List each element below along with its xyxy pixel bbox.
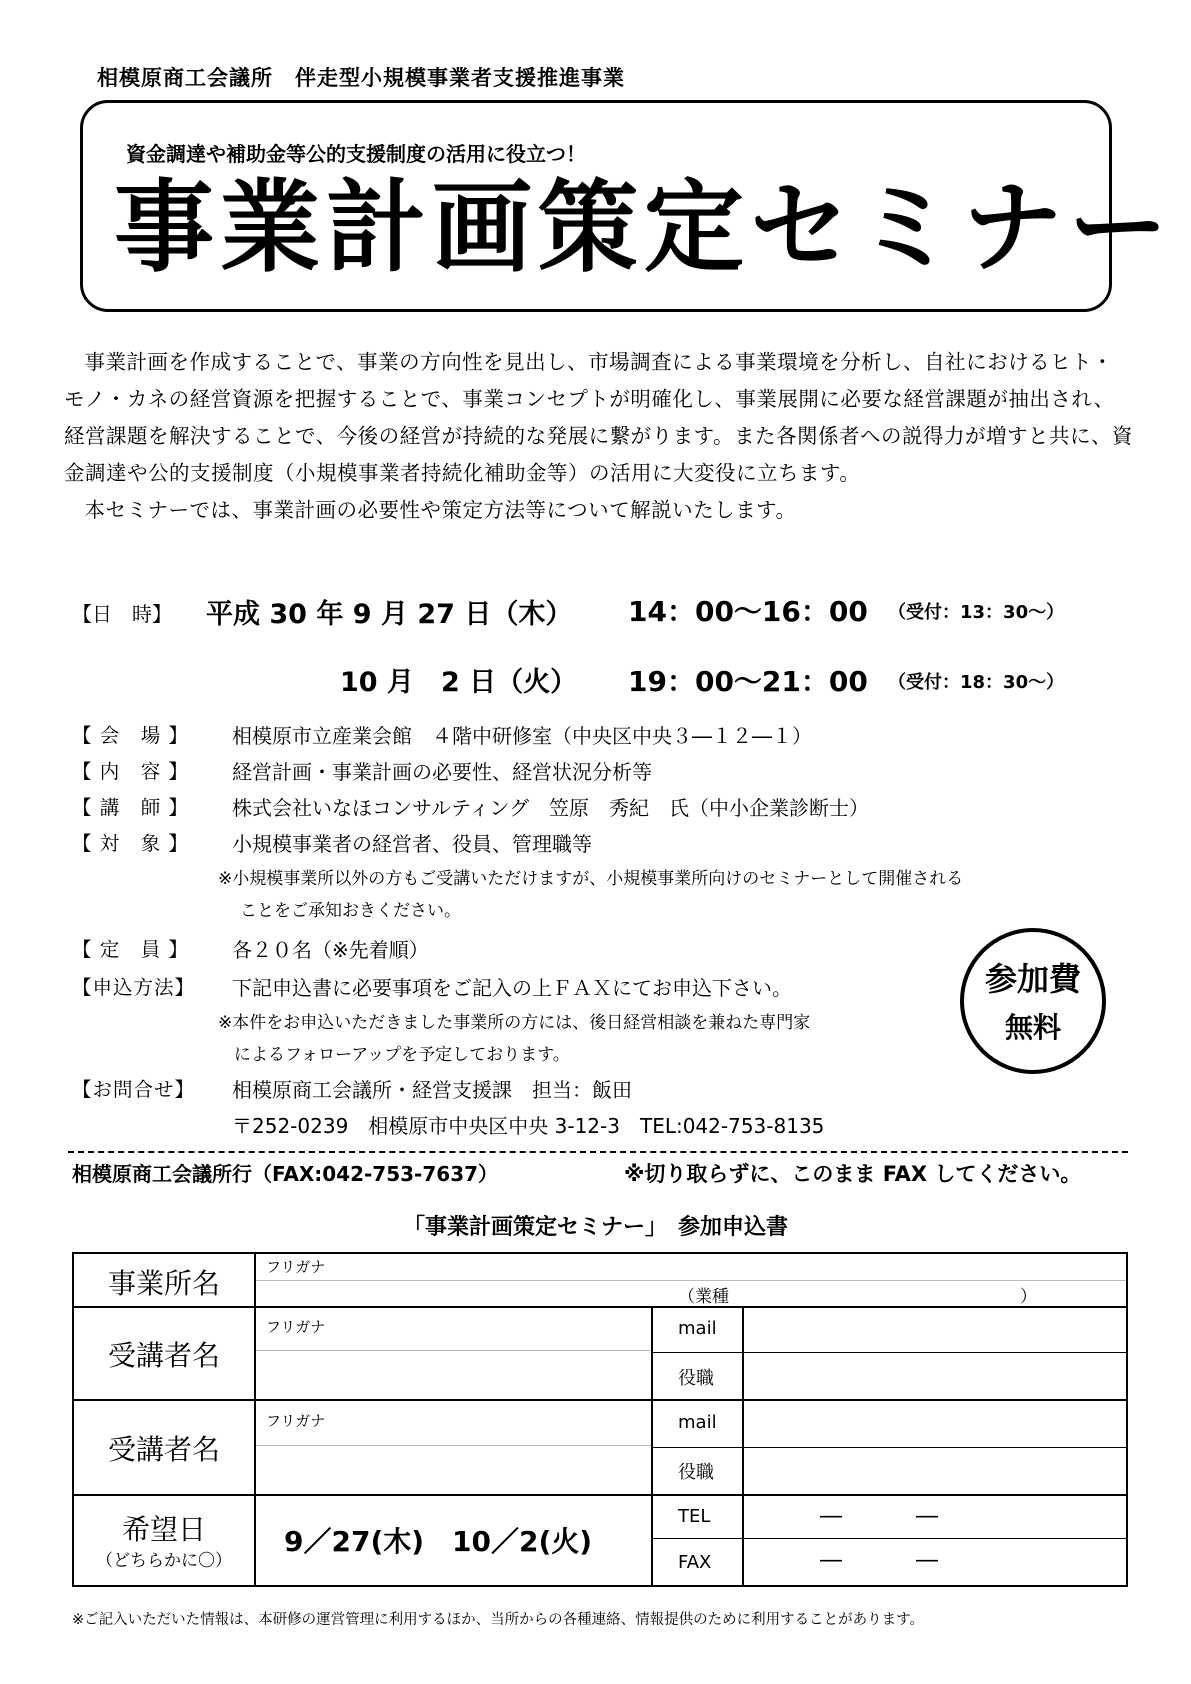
attendee-2-position-label: 役職	[678, 1462, 714, 1483]
target-note-2: ことをご承知おきください。	[240, 901, 461, 921]
contact-label: 【お問合せ】	[72, 1078, 196, 1101]
capacity-value: 各２０名（※先着順）	[232, 938, 429, 962]
attendee-1-mail-label: mail	[678, 1318, 717, 1339]
content-label: 【 内 容 】	[72, 760, 189, 783]
fee-badge	[960, 928, 1106, 1074]
application-form	[72, 1252, 1128, 1587]
intro-text	[64, 344, 1134, 529]
preferred-date-hint: （どちらかに〇）	[96, 1551, 232, 1571]
fee-value: 無料	[1004, 1011, 1061, 1044]
furigana-label-business: フリガナ	[266, 1258, 326, 1276]
subtitle: 資金調達や補助金等公的支援制度の活用に役立つ！	[126, 142, 586, 166]
attendee-2-mail-field[interactable]	[744, 1401, 1126, 1447]
content-value: 経営計画・事業計画の必要性、経営状況分析等	[232, 760, 652, 784]
industry-label: （業種	[678, 1287, 729, 1307]
intro-paragraph-1: 事業計画を作成することで、事業の方向性を見出し、市場調査による事業環境を分析し、自社におけるヒト・モノ・カネの経営資源を把握することで、事業コンセプトが明確化し、事業展開に必要な経営課題が抽出され、経営課題を解決することで、今後の経営が持続的な発展に繋がります。また各関係者への説得力が増すと共に、資金調達や公的支援制度（小規模事業者持続化補助金等）の活用に大変役に立ちます。	[64, 350, 1133, 485]
fax-dash-1: ―	[820, 1548, 842, 1573]
venue-value: 相模原市立産業会館 ４階中研修室（中央区中央３―１２―１）	[232, 724, 812, 748]
attendee-1-label: 受講者名	[107, 1339, 220, 1372]
attendee-2-label: 受講者名	[107, 1433, 220, 1466]
schedule-time-2: 19：00～21：00	[628, 665, 868, 698]
tel-dash-1: ―	[820, 1504, 842, 1529]
fax-dash-2: ―	[916, 1548, 938, 1573]
cut-line	[68, 1151, 1128, 1153]
tel-field[interactable]	[744, 1496, 1126, 1538]
contact-address: 〒252-0239 相模原市中央区中央 3-12-3 TEL:042-753-8135	[232, 1114, 825, 1138]
business-name-label: 事業所名	[107, 1267, 220, 1300]
privacy-note: ※ご記入いただいた情報は、本研修の運営管理に利用するほか、当所からの各種連絡、情報提供のために利用することがあります。	[72, 1612, 924, 1628]
apply-note-1: ※本件をお申込いただきました事業所の方には、後日経営相談を兼ねた専門家	[218, 1013, 811, 1033]
fax-destination: 相模原商工会議所行（FAX:042-753-7637）	[72, 1162, 499, 1186]
schedule-time-1: 14：00～16：00	[628, 595, 868, 628]
venue-label: 【 会 場 】	[72, 724, 189, 747]
contact-value: 相模原商工会議所・経営支援課 担当：飯田	[232, 1078, 632, 1102]
target-note-1: ※小規模事業所以外の方もご受講いただけますが、小規模事業所向けのセミナーとして開催される	[218, 869, 964, 889]
tel-label: TEL	[678, 1506, 711, 1527]
target-label: 【 対 象 】	[72, 832, 189, 855]
fee-label: 参加費	[984, 960, 1081, 998]
schedule-reception-1: （受付：13：30～）	[888, 602, 1065, 623]
attendee-2-mail-label: mail	[678, 1412, 717, 1433]
apply-value: 下記申込書に必要事項をご記入の上ＦＡＸにてお申込下さい。	[232, 976, 792, 1000]
preferred-date-label: 希望日	[121, 1513, 206, 1546]
target-value: 小規模事業者の経営者、役員、管理職等	[232, 832, 592, 856]
tel-dash-2: ―	[916, 1504, 938, 1529]
furigana-label-attendee-1: フリガナ	[266, 1318, 326, 1336]
fax-instruction: ※切り取らずに、このまま FAX してください。	[624, 1162, 1082, 1186]
apply-label: 【申込方法】	[72, 976, 196, 999]
lecturer-label: 【 講 師 】	[72, 796, 189, 819]
industry-close: ）	[1020, 1287, 1037, 1307]
attendee-1-position-field[interactable]	[744, 1353, 1126, 1399]
fax-field[interactable]	[744, 1539, 1126, 1585]
form-title: 「事業計画策定セミナー」 参加申込書	[402, 1215, 788, 1240]
date-options[interactable]: 9／27(木) 10／2(火)	[284, 1525, 593, 1558]
intro-paragraph-2: 本セミナーでは、事業計画の必要性や策定方法等について解説いたします。	[84, 498, 797, 522]
apply-note-2: によるフォローアップを予定しております。	[234, 1045, 570, 1065]
attendee-2-position-field[interactable]	[744, 1448, 1126, 1494]
business-name-field[interactable]	[256, 1282, 1126, 1306]
fax-label: FAX	[678, 1552, 712, 1573]
seminar-title: 事業計画策定セミナー	[114, 169, 1174, 286]
attendee-2-name-field[interactable]	[256, 1447, 651, 1494]
attendee-1-name-field[interactable]	[256, 1352, 651, 1399]
capacity-label: 【 定 員 】	[72, 938, 189, 961]
schedule-date-1: 平成 30 年 9 月 27 日（木）	[206, 599, 573, 630]
furigana-label-attendee-2: フリガナ	[266, 1412, 326, 1430]
organizer-header: 相模原商工会議所 伴走型小規模事業者支援推進事業	[97, 66, 625, 90]
attendee-1-position-label: 役職	[678, 1368, 714, 1389]
schedule-date-2: 10 月 2 日（火）	[340, 667, 578, 698]
lecturer-value: 株式会社いなほコンサルティング 笠原 秀紀 氏（中小企業診断士）	[232, 796, 869, 820]
schedule-reception-2: （受付：18：30～）	[888, 672, 1065, 693]
schedule-label: 【日 時】	[72, 602, 172, 626]
attendee-1-mail-field[interactable]	[744, 1308, 1126, 1352]
